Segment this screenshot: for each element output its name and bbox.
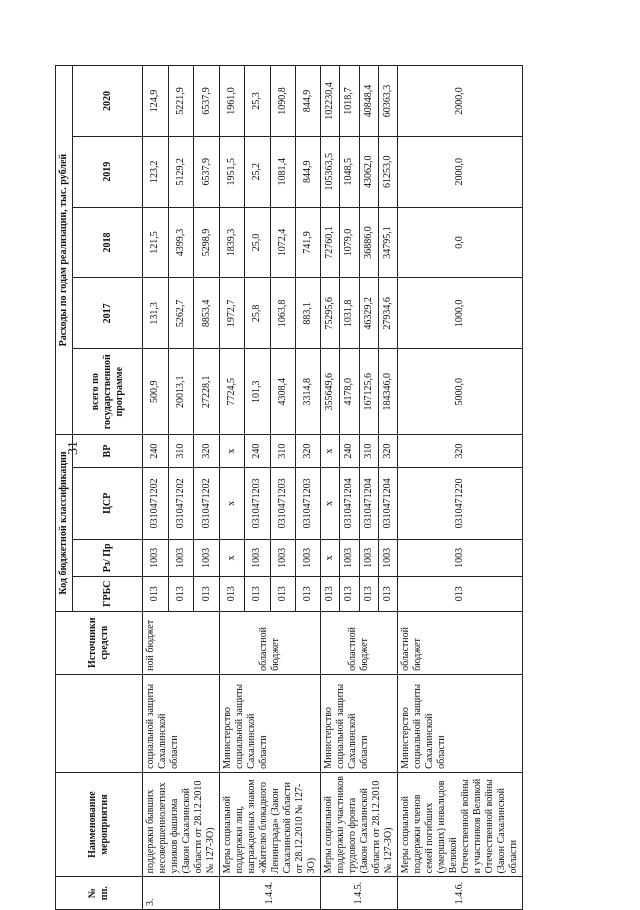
cell-total: 4178,0 — [340, 349, 359, 435]
cell-2018: 72760,1 — [321, 207, 340, 278]
cell-vr: 320 — [194, 435, 220, 468]
cell-2019: 844,9 — [295, 136, 320, 207]
cell-grbs: 013 — [220, 576, 245, 611]
cell-vr: 240 — [340, 435, 359, 468]
section-source: ной бюджет — [143, 611, 220, 674]
cell-total: 3314,8 — [295, 349, 320, 435]
section-name: Меры социальной поддержки участников трудового фронта (Закон Сахалинской области от 28.12.2010 № 127-ЗО) — [321, 772, 398, 877]
cell-total: 4308,4 — [270, 349, 295, 435]
section-no: 1.4.5. — [321, 877, 398, 910]
rotated-table-container — [55, 65, 555, 910]
section-name: поддержки бывших несовершеннолетних узников фашизма (Закон Сахалинской области от 28.12.2010 № 127-ЗО) — [143, 772, 220, 877]
cell-vr: 310 — [270, 435, 295, 468]
section-name: Меры социальной поддержки членов семей погибших (умерших) инвалидов Великой Отечественной войны и участников Великой Отечественной войны (Закон Сахалинской области — [398, 772, 523, 877]
cell-grbs: 013 — [321, 576, 340, 611]
section-responsible: Министерство социальной защиты Сахалинской области — [398, 674, 523, 772]
header-source: Источники средств — [56, 611, 143, 674]
page-number: 31 — [66, 441, 81, 455]
header-vr: ВР — [73, 435, 143, 468]
cell-2019: 6537,9 — [194, 136, 220, 207]
cell-vr: х — [220, 435, 245, 468]
cell-2017: 1031,8 — [340, 278, 359, 349]
cell-2019: 5129,2 — [168, 136, 194, 207]
cell-rzpr: х — [220, 539, 245, 576]
cell-rzpr: 1003 — [168, 539, 194, 576]
cell-vr: 320 — [398, 435, 523, 468]
cell-rzpr: 1003 — [340, 539, 359, 576]
cell-grbs: 013 — [270, 576, 295, 611]
cell-vr: 240 — [143, 435, 169, 468]
cell-grbs: 013 — [359, 576, 378, 611]
cell-2017: 5262,7 — [168, 278, 194, 349]
cell-csr: 0310471202 — [168, 467, 194, 539]
section-responsible: Министерство социальной защиты Сахалинской области — [321, 674, 398, 772]
cell-vr: 240 — [245, 435, 270, 468]
cell-2018: 1079,0 — [340, 207, 359, 278]
cell-csr: 0310471203 — [270, 467, 295, 539]
cell-total: 20013,1 — [168, 349, 194, 435]
cell-grbs: 013 — [295, 576, 320, 611]
cell-2019: 2000,0 — [398, 136, 523, 207]
cell-2020: 25,3 — [245, 66, 270, 137]
cell-2020: 844,9 — [295, 66, 320, 137]
cell-grbs: 013 — [398, 576, 523, 611]
cell-2020: 40848,4 — [359, 66, 378, 137]
section-no: 1.4.4. — [220, 877, 321, 910]
section-no: 3. — [143, 877, 220, 910]
cell-grbs: 013 — [378, 576, 397, 611]
section-responsible: Министерство социальной защиты Сахалинской области — [220, 674, 321, 772]
cell-grbs: 013 — [143, 576, 169, 611]
cell-2018: 0,0 — [398, 207, 523, 278]
header-grbs: ГРБС — [73, 576, 143, 611]
cell-csr: х — [321, 467, 340, 539]
cell-2019: 123,2 — [143, 136, 169, 207]
cell-2018: 36886,0 — [359, 207, 378, 278]
cell-2019: 43062,0 — [359, 136, 378, 207]
section-no: 1.4.6. — [398, 877, 523, 910]
header-2020: 2020 — [73, 66, 143, 137]
cell-2020: 1018,7 — [340, 66, 359, 137]
cell-2018: 1839,3 — [220, 207, 245, 278]
cell-total: 184346,0 — [378, 349, 397, 435]
cell-2019: 61253,0 — [378, 136, 397, 207]
cell-csr: 0310471204 — [359, 467, 378, 539]
cell-2018: 34795,1 — [378, 207, 397, 278]
cell-rzpr: 1003 — [245, 539, 270, 576]
cell-2018: 4399,3 — [168, 207, 194, 278]
cell-2017: 1000,0 — [398, 278, 523, 349]
cell-2019: 1048,5 — [340, 136, 359, 207]
cell-rzpr: 1003 — [398, 539, 523, 576]
cell-2017: 131,3 — [143, 278, 169, 349]
header-responsible — [56, 674, 143, 772]
cell-2020: 5221,9 — [168, 66, 194, 137]
cell-2018: 1072,4 — [270, 207, 295, 278]
cell-csr: 0310471204 — [378, 467, 397, 539]
cell-csr: 0310471204 — [340, 467, 359, 539]
section-responsible: социальной защиты Сахалинской области — [143, 674, 220, 772]
header-csr: ЦСР — [73, 467, 143, 539]
cell-2017: 8853,4 — [194, 278, 220, 349]
section-source: областной бюджет — [398, 611, 523, 674]
cell-2020: 6537,9 — [194, 66, 220, 137]
header-rzpr: Рз/ Пр — [73, 539, 143, 576]
cell-2020: 2000,0 — [398, 66, 523, 137]
cell-2017: 25,8 — [245, 278, 270, 349]
header-total: всего по государственной программе — [73, 349, 143, 435]
header-budget-class: Код бюджетной классификации — [56, 435, 73, 611]
cell-2017: 1972,7 — [220, 278, 245, 349]
header-expenses: Расходы по годам реализации, тыс. рублей — [56, 66, 73, 435]
cell-2019: 1951,5 — [220, 136, 245, 207]
header-2019: 2019 — [73, 136, 143, 207]
section-source: областной бюджет — [321, 611, 398, 674]
cell-vr: 320 — [378, 435, 397, 468]
cell-total: 167125,6 — [359, 349, 378, 435]
header-2018: 2018 — [73, 207, 143, 278]
cell-2020: 1961,0 — [220, 66, 245, 137]
cell-csr: 0310471203 — [295, 467, 320, 539]
cell-rzpr: 1003 — [359, 539, 378, 576]
cell-csr: х — [220, 467, 245, 539]
cell-2017: 46329,2 — [359, 278, 378, 349]
cell-total: 101,3 — [245, 349, 270, 435]
cell-2019: 1081,4 — [270, 136, 295, 207]
cell-grbs: 013 — [168, 576, 194, 611]
cell-total: 7724,5 — [220, 349, 245, 435]
cell-grbs: 013 — [245, 576, 270, 611]
cell-csr: 0310471203 — [245, 467, 270, 539]
cell-total: 355649,6 — [321, 349, 340, 435]
cell-2020: 1090,8 — [270, 66, 295, 137]
cell-rzpr: 1003 — [194, 539, 220, 576]
cell-rzpr: 1003 — [143, 539, 169, 576]
cell-2020: 102230,4 — [321, 66, 340, 137]
cell-csr: 0310471202 — [143, 467, 169, 539]
cell-2017: 883,1 — [295, 278, 320, 349]
cell-csr: 0310471220 — [398, 467, 523, 539]
cell-2020: 60363,3 — [378, 66, 397, 137]
cell-2018: 121,5 — [143, 207, 169, 278]
cell-vr: 320 — [295, 435, 320, 468]
cell-2018: 5298,9 — [194, 207, 220, 278]
header-no: № пп. — [56, 877, 143, 910]
cell-csr: 0310471202 — [194, 467, 220, 539]
cell-2018: 741,9 — [295, 207, 320, 278]
cell-vr: х — [321, 435, 340, 468]
header-2017: 2017 — [73, 278, 143, 349]
cell-2019: 25,2 — [245, 136, 270, 207]
cell-rzpr: х — [321, 539, 340, 576]
cell-2020: 124,9 — [143, 66, 169, 137]
section-source: областной бюджет — [220, 611, 321, 674]
cell-total: 5000,0 — [398, 349, 523, 435]
cell-grbs: 013 — [340, 576, 359, 611]
cell-2017: 75295,6 — [321, 278, 340, 349]
cell-2018: 25,0 — [245, 207, 270, 278]
expenses-table — [55, 65, 523, 910]
cell-total: 500,9 — [143, 349, 169, 435]
cell-vr: 310 — [359, 435, 378, 468]
cell-grbs: 013 — [194, 576, 220, 611]
cell-total: 27228,1 — [194, 349, 220, 435]
section-name: Меры социальной поддержки лиц, награжденных знаком «Жителю блокадного Ленинграда» (Закон Сахалинской области от 28.12.2010 № 127-ЗО) — [220, 772, 321, 877]
cell-2017: 27934,6 — [378, 278, 397, 349]
cell-rzpr: 1003 — [270, 539, 295, 576]
cell-2019: 105363,5 — [321, 136, 340, 207]
cell-2017: 1063,8 — [270, 278, 295, 349]
header-name: Наименование мероприятия — [56, 772, 143, 877]
cell-rzpr: 1003 — [295, 539, 320, 576]
cell-vr: 310 — [168, 435, 194, 468]
cell-rzpr: 1003 — [378, 539, 397, 576]
